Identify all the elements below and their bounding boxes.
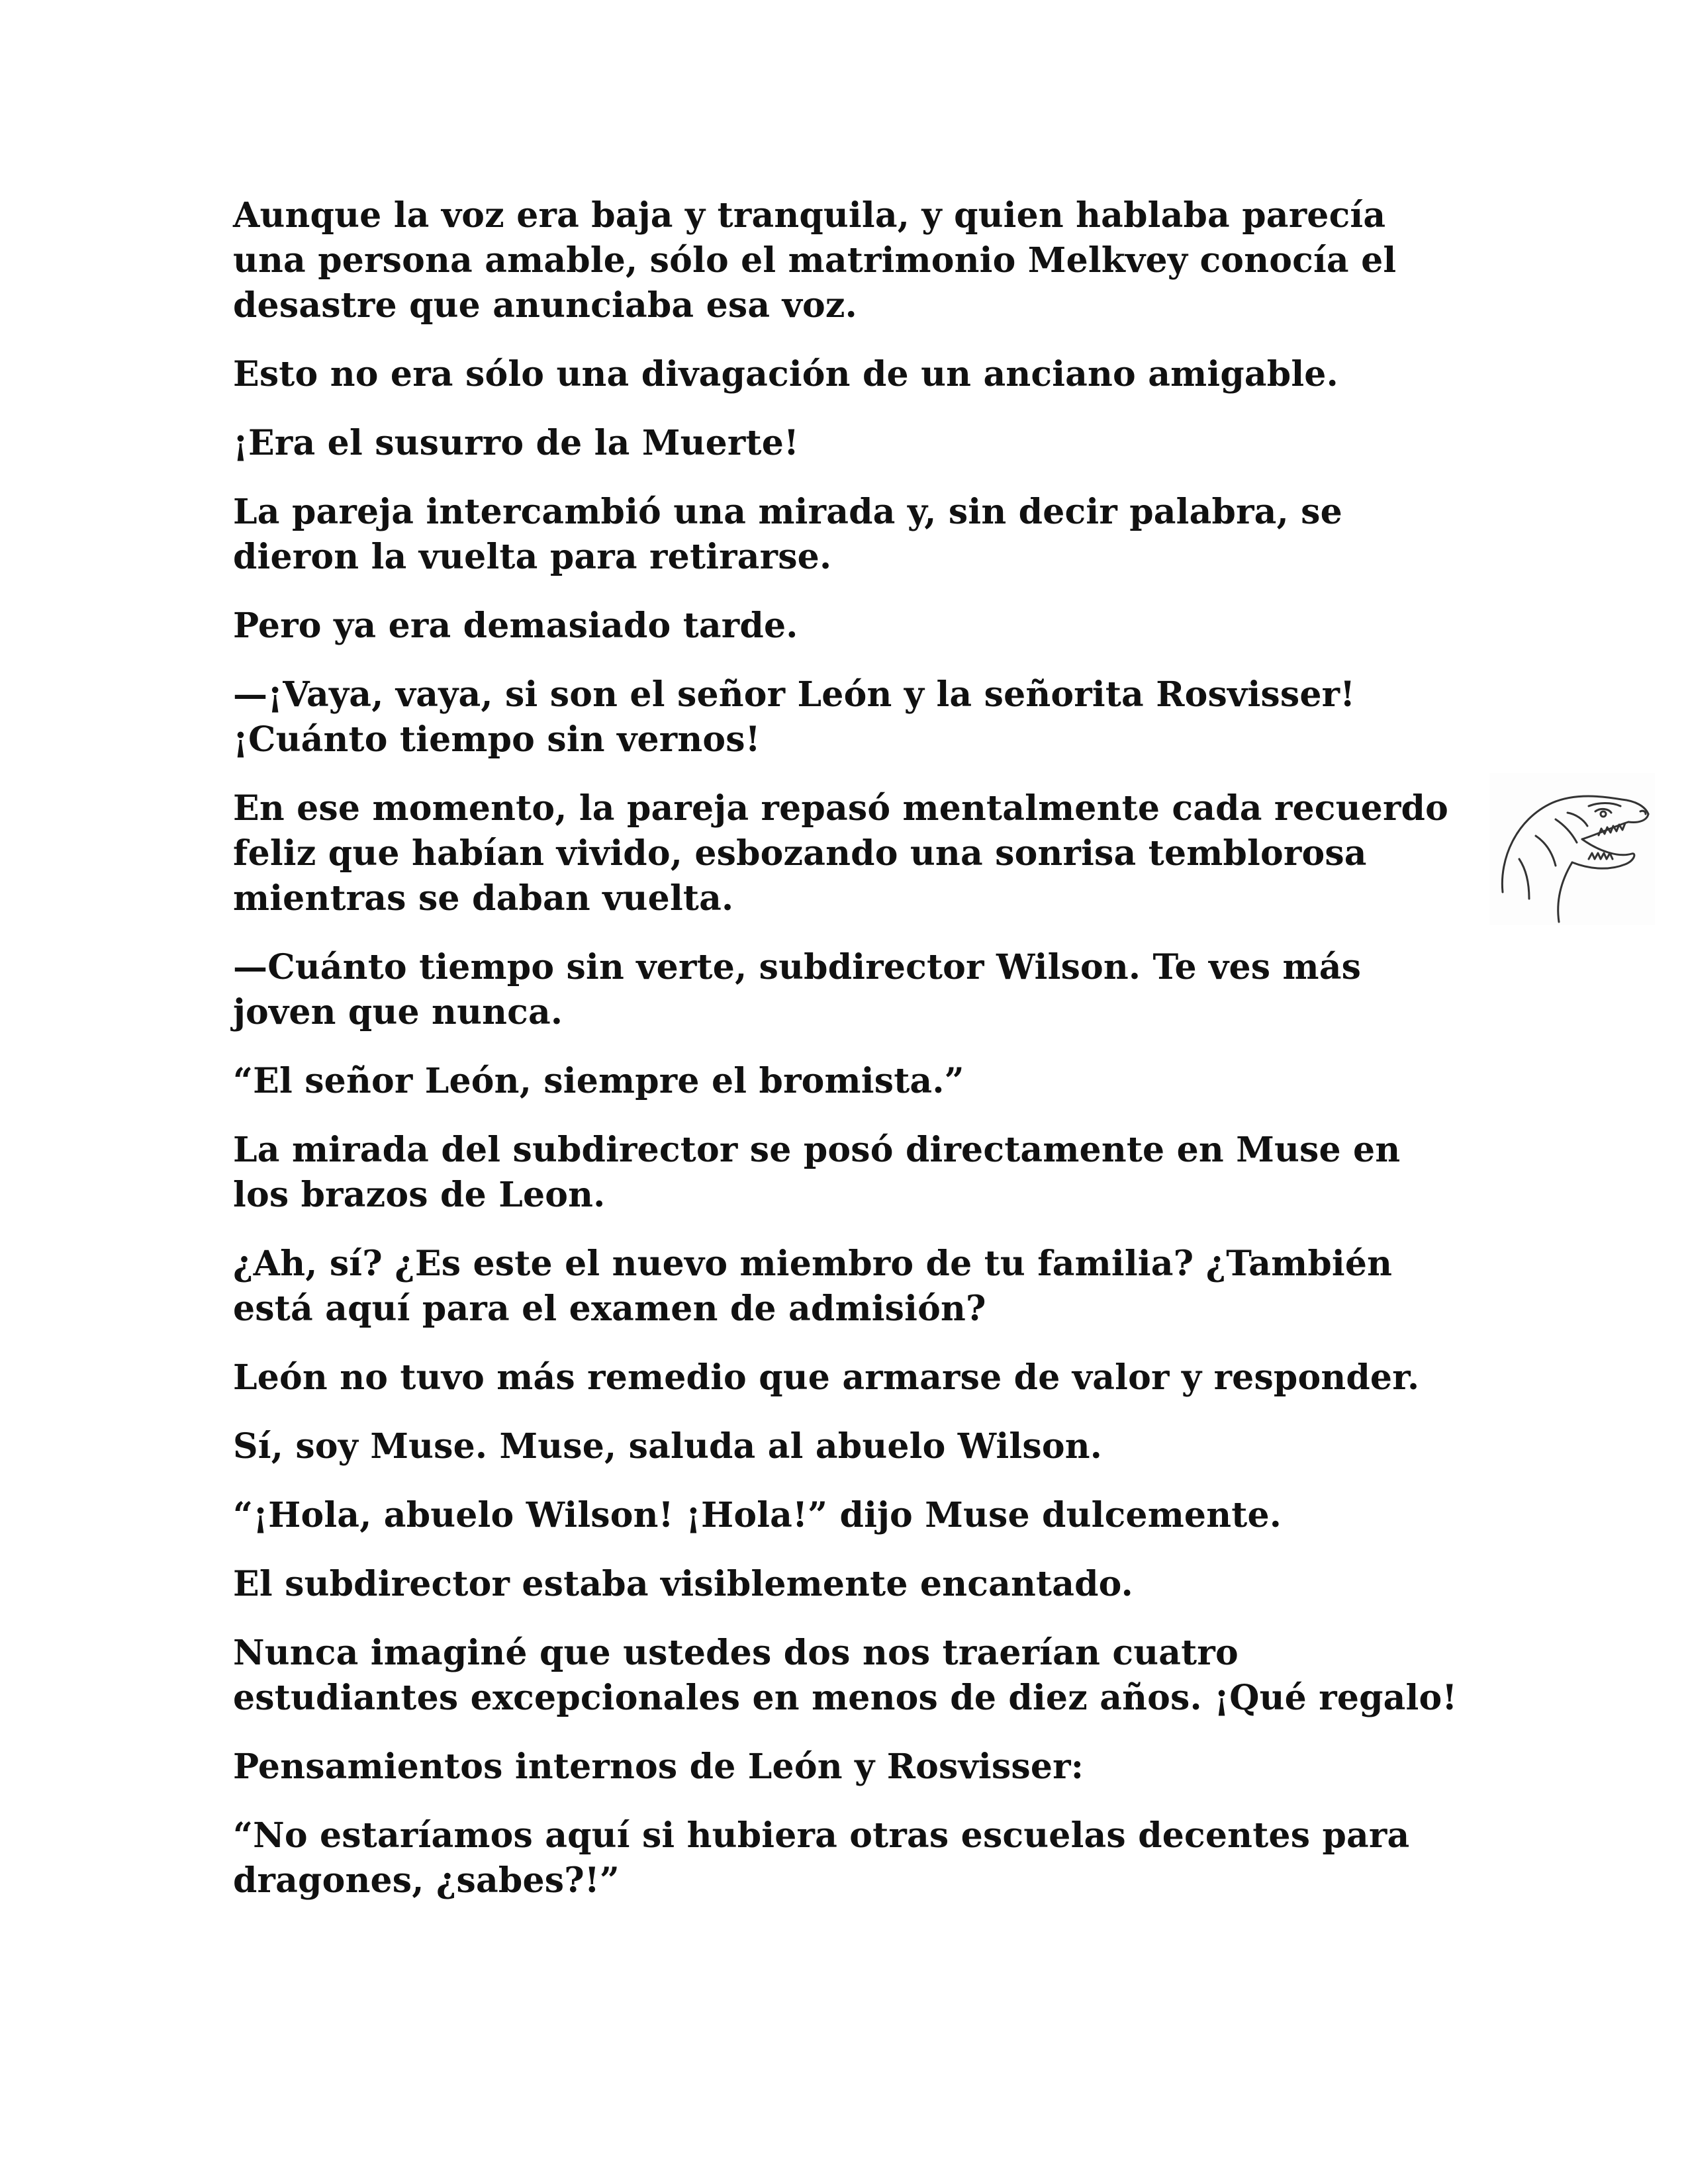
paragraph: Nunca imaginé que ustedes dos nos traerían cuatro estudiantes excepcionales en menos de diez años. ¡Qué regalo! <box>233 1633 1458 1718</box>
dinosaur-head-sketch-icon <box>1489 773 1655 925</box>
paragraph: “El señor León, siempre el bromista.” <box>233 1061 964 1101</box>
paragraph: Sí, soy Muse. Muse, saluda al abuelo Wilson. <box>233 1426 1103 1467</box>
paragraph: ¿Ah, sí? ¿Es este el nuevo miembro de tu familia? ¿También está aquí para el examen de admisión? <box>233 1244 1393 1329</box>
paragraph: “No estaríamos aquí si hubiera otras escuelas decentes para dragones, ¿sabes?!” <box>233 1815 1410 1901</box>
paragraph: Pero ya era demasiado tarde. <box>233 606 798 646</box>
body-text <box>233 193 1458 1927</box>
paragraph: —Cuánto tiempo sin verte, subdirector Wilson. Te ves más joven que nunca. <box>233 947 1362 1032</box>
paragraph: —¡Vaya, vaya, si son el señor León y la señorita Rosvisser! ¡Cuánto tiempo sin vernos! <box>233 674 1356 760</box>
paragraph: “¡Hola, abuelo Wilson! ¡Hola!” dijo Muse dulcemente. <box>233 1495 1282 1535</box>
paragraph: La mirada del subdirector se posó directamente en Muse en los brazos de Leon. <box>233 1130 1401 1215</box>
paragraph: León no tuvo más remedio que armarse de valor y responder. <box>233 1357 1420 1398</box>
paragraph: La pareja intercambió una mirada y, sin decir palabra, se dieron la vuelta para retirarse. <box>233 492 1342 577</box>
paragraph: ¡Era el susurro de la Muerte! <box>233 423 800 463</box>
paragraph: En ese momento, la pareja repasó mentalmente cada recuerdo feliz que habían vivido, esbozando una sonrisa temblorosa mientras se daban vuelta. <box>233 788 1448 919</box>
paragraph: Aunque la voz era baja y tranquila, y quien hablaba parecía una persona amable, sólo el matrimonio Melkvey conocía el desastre que anunciaba esa voz. <box>233 195 1397 326</box>
paragraph: Esto no era sólo una divagación de un anciano amigable. <box>233 354 1338 394</box>
paragraph: Pensamientos internos de León y Rosvisser: <box>233 1747 1084 1787</box>
paragraph: El subdirector estaba visiblemente encantado. <box>233 1564 1133 1604</box>
